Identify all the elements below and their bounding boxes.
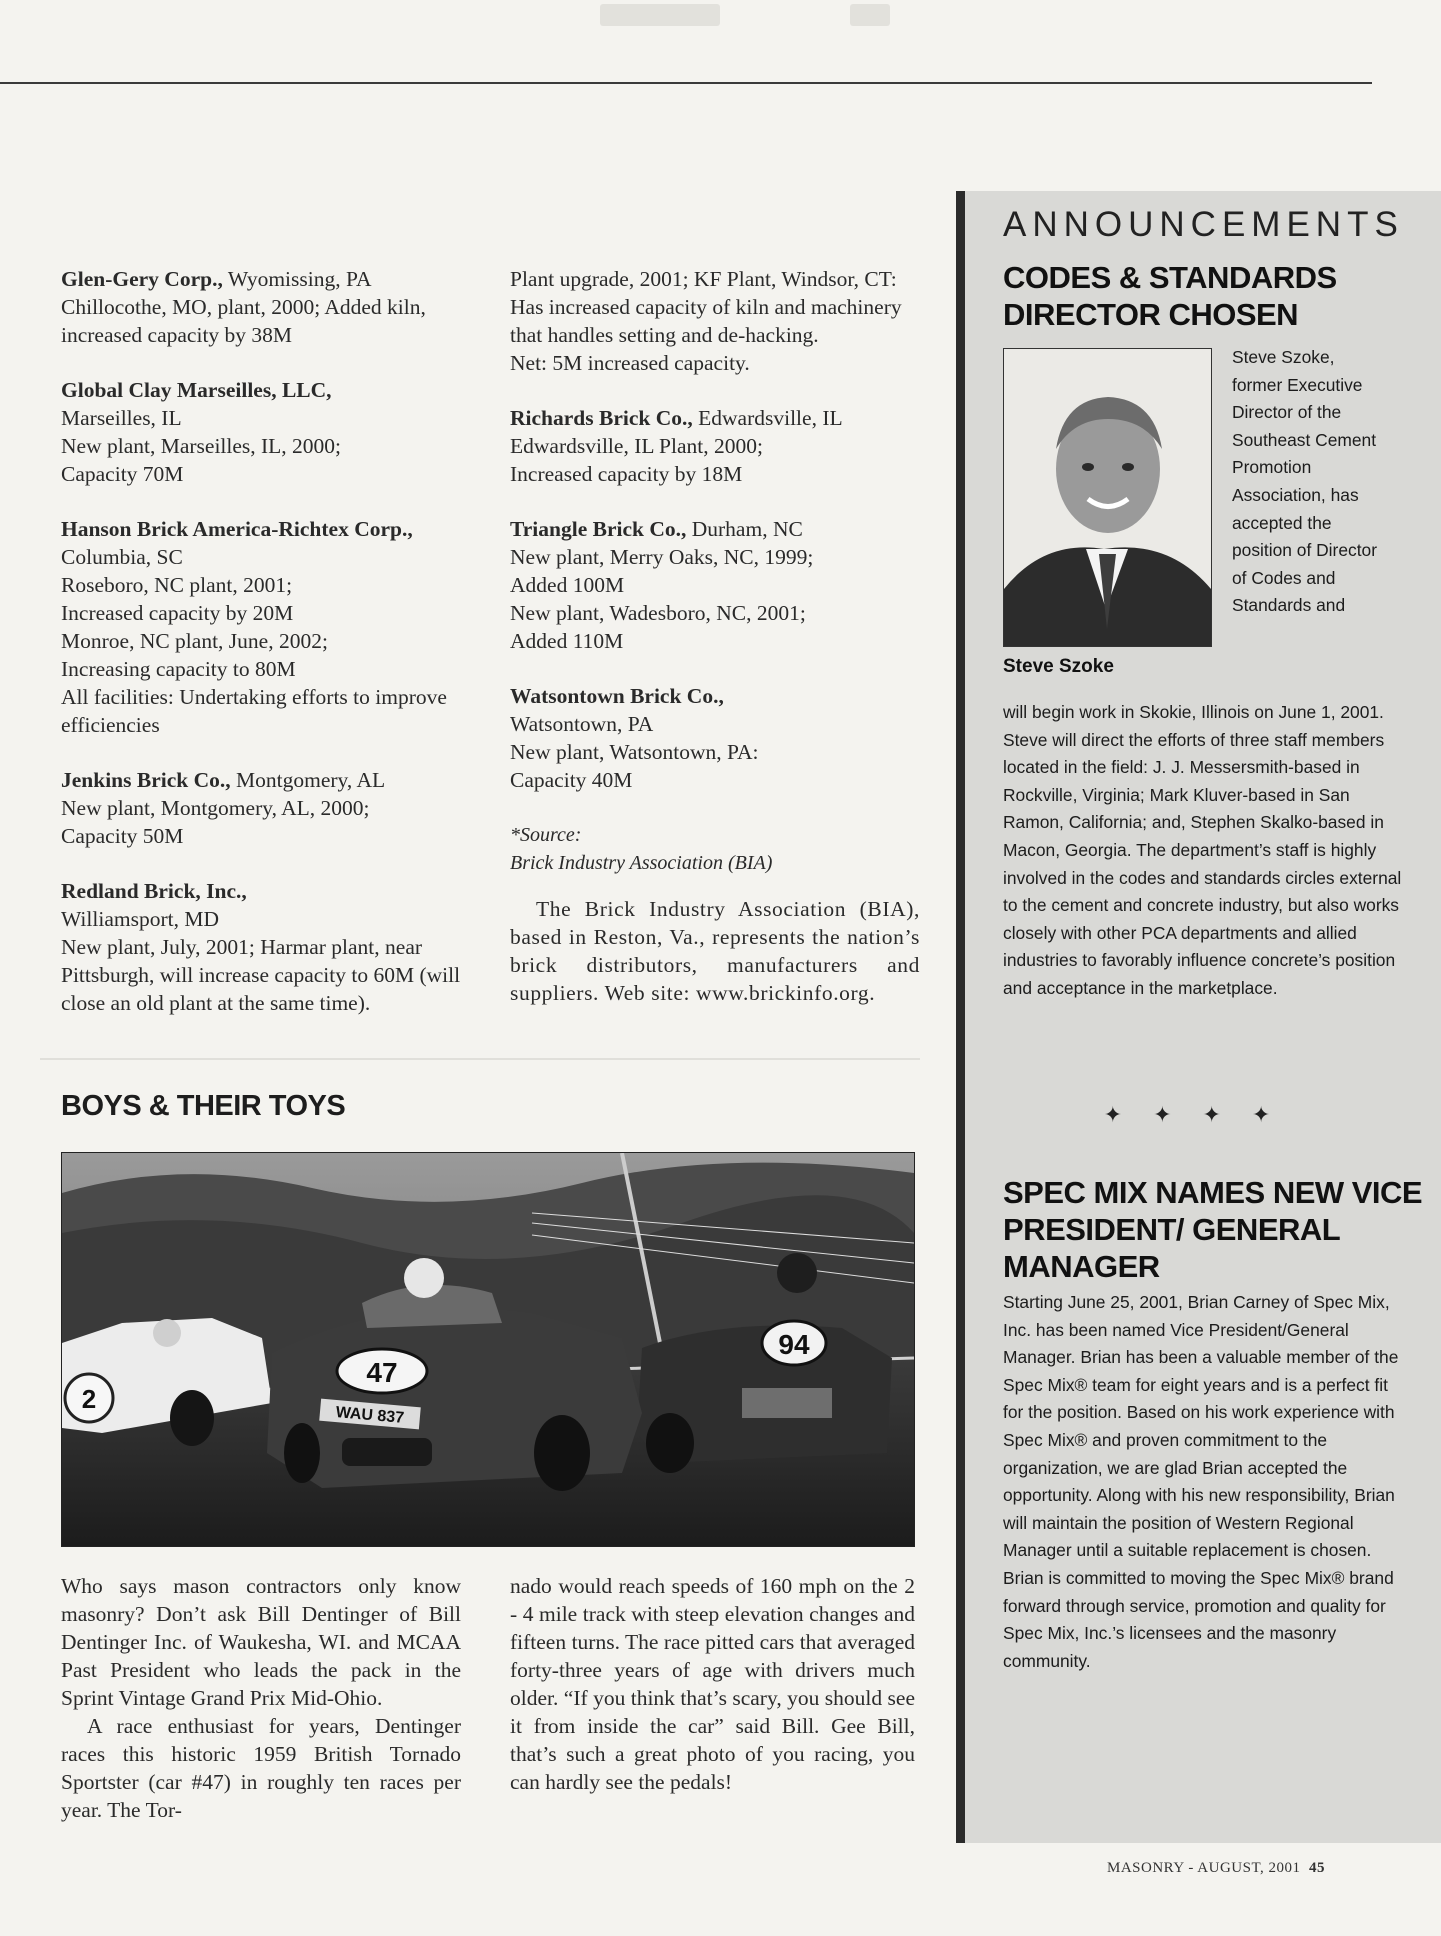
company-location: Wyomissing, PA	[222, 267, 372, 291]
company-entry	[510, 404, 920, 488]
company-detail: Added 110M	[510, 629, 624, 653]
company-detail: Watsontown, PA	[510, 712, 654, 736]
company-entry	[61, 766, 461, 850]
page-folio	[1107, 1860, 1325, 1877]
company-name: Redland Brick, Inc.,	[61, 879, 247, 903]
spec-mix-body-text: Starting June 25, 2001, Brian Carney of Spec Mix, Inc. has been named Vice President/General Manager. Brian has been a valuable member of the Spec Mix® team for eight years and is a perfect fit for the position. Based on his work experience with Spec Mix® and proven commitment to the organization, we are glad Brian accepted the opportunity. Along with his new responsibility, Brian will maintain the position of Western Regional Manager until a suitable replacement is chosen. Brian is committed to moving the Spec Mix® brand forward through service, promotion and quality for Spec Mix, Inc.’s licensees and the masonry community.	[1003, 1292, 1399, 1671]
company-detail: Williamsport, MD	[61, 907, 219, 931]
company-entry	[510, 515, 920, 655]
company-detail: All facilities: Undertaking efforts to improve efficiencies	[61, 685, 447, 737]
company-detail: Increased capacity by 18M	[510, 462, 743, 486]
company-detail: Capacity 50M	[61, 824, 184, 848]
company-detail: New plant, July, 2001; Harmar plant, near Pittsburgh, will increase capacity to 60M (will close an old plant at the same time).	[61, 935, 461, 1015]
company-detail: Edwardsville, IL Plant, 2000;	[510, 434, 763, 458]
car-number-front: 47	[366, 1357, 398, 1388]
company-location: Columbia, SC	[61, 545, 183, 569]
company-entry	[61, 265, 461, 349]
company-detail: Added 100M	[510, 573, 625, 597]
company-entry	[61, 376, 461, 488]
company-entry	[510, 682, 920, 794]
company-detail: Net: 5M increased capacity.	[510, 351, 750, 375]
company-name: Hanson Brick America-Richtex Corp.,	[61, 517, 413, 541]
szoke-intro-text: Steve Szoke, former Executive Director of the Southeast Cement Promotion Association, has accepted the position of Director of Codes and Standards and	[1232, 347, 1377, 616]
car-number-left: 2	[81, 1384, 97, 1414]
license-plate: WAU 837	[335, 1404, 405, 1427]
company-location: Montgomery, AL	[230, 768, 386, 792]
company-detail: Capacity 70M	[61, 462, 184, 486]
section-divider	[40, 1058, 920, 1060]
company-detail: New plant, Watsontown, PA:	[510, 740, 759, 764]
portrait-illustration	[1004, 349, 1211, 646]
company-name: Jenkins Brick Co.,	[61, 768, 231, 792]
top-rule	[0, 82, 1372, 84]
steve-szoke-photo	[1003, 348, 1212, 647]
race-cars-photo	[61, 1152, 915, 1547]
page-number: 45	[1309, 1860, 1326, 1876]
article-paragraph: A race enthusiast for years, Dentinger races this historic 1959 British Tornado Sportster (car #47) in roughly ten races per year. The Tor-	[61, 1714, 461, 1822]
company-detail: Plant upgrade, 2001; KF Plant, Windsor, CT: Has increased capacity of kiln and machinery that handles setting and de-hacking.	[510, 267, 902, 347]
boys-article-col2	[510, 1572, 915, 1796]
photo-caption: Steve Szoke	[1003, 656, 1114, 677]
source-credit: *Source: Brick Industry Association (BIA)	[510, 824, 773, 874]
race-cars-illustration	[62, 1153, 914, 1546]
company-detail: Capacity 40M	[510, 768, 633, 792]
article-paragraph: nado would reach speeds of 160 mph on the 2 - 4 mile track with steep elevation changes and fifteen turns. The race pitted cars that averaged forty-three years of age with drivers much older. “If you think that’s scary, you should see it from inside the car” said Bill. Gee Bill, that’s such a great photo of you racing, you can hardly see the pedals!	[510, 1574, 915, 1794]
company-detail: Monroe, NC plant, June, 2002;	[61, 629, 328, 653]
diamond-divider: ✦ ✦ ✦ ✦	[1103, 1103, 1283, 1128]
bia-note: The Brick Industry Association (BIA), based in Reston, Va., represents the nation’s brick distributors, manufacturers and suppliers. Web site: www.brickinfo.org.	[510, 897, 920, 1005]
company-location: Durham, NC	[686, 517, 803, 541]
company-name: Triangle Brick Co.,	[510, 517, 687, 541]
company-detail: Roseboro, NC plant, 2001;	[61, 573, 293, 597]
article-paragraph: Who says mason contractors only know masonry? Don’t ask Bill Dentinger of Bill Dentinger Inc. of Waukesha, WI. and MCAA Past President who leads the pack in the Sprint Vintage Grand Prix Mid-Ohio.	[61, 1574, 461, 1710]
company-entry	[61, 515, 461, 739]
announcements-sidebar	[956, 191, 1441, 1843]
company-entry	[61, 877, 461, 1017]
company-location: Edwardsville, IL	[692, 406, 843, 430]
company-name: Richards Brick Co.,	[510, 406, 693, 430]
szoke-body-text: will begin work in Skokie, Illinois on June 1, 2001. Steve will direct the efforts of three staff members located in the field: J. J. Messersmith-based in Rockville, Virginia; Mark Kluver-based in San Ramon, California; and, Stephen Skalko-based in Macon, Georgia. The department’s staff is highly involved in the codes and standards circles external to the cement and concrete industry, but also works closely with other PCA departments and allied industries to favorably influence concrete’s position and acceptance in the marketplace.	[1003, 702, 1402, 998]
car-number-rear: 94	[778, 1329, 810, 1360]
company-entry-continued	[510, 265, 920, 377]
announcements-label: ANNOUNCEMENTS	[1003, 205, 1404, 244]
company-detail: New plant, Wadesboro, NC, 2001;	[510, 601, 806, 625]
magazine-issue: MASONRY - AUGUST, 2001	[1107, 1860, 1301, 1876]
brick-plants-left-column	[61, 265, 461, 1044]
company-name: Glen-Gery Corp.,	[61, 267, 223, 291]
company-detail: New plant, Montgomery, AL, 2000;	[61, 796, 370, 820]
faint-header-mark	[850, 4, 890, 26]
company-detail: Marseilles, IL	[61, 406, 182, 430]
company-detail: New plant, Marseilles, IL, 2000;	[61, 434, 342, 458]
brick-plants-right-column	[510, 265, 920, 1007]
company-detail: New plant, Merry Oaks, NC, 1999;	[510, 545, 814, 569]
boys-toys-headline: BOYS & THEIR TOYS	[61, 1090, 346, 1122]
company-name: Global Clay Marseilles, LLC,	[61, 378, 332, 402]
faint-header-mark	[600, 4, 720, 26]
company-detail: Increasing capacity to 80M	[61, 657, 296, 681]
company-detail: Chillocothe, MO, plant, 2000; Added kiln, increased capacity by 38M	[61, 295, 426, 347]
boys-article-col1	[61, 1572, 461, 1824]
company-name: Watsontown Brick Co.,	[510, 684, 724, 708]
codes-standards-headline: CODES & STANDARDS DIRECTOR CHOSEN	[1003, 260, 1337, 332]
company-detail: Increased capacity by 20M	[61, 601, 294, 625]
spec-mix-headline: SPEC MIX NAMES NEW VICE PRESIDENT/ GENERAL MANAGER	[1003, 1175, 1423, 1284]
